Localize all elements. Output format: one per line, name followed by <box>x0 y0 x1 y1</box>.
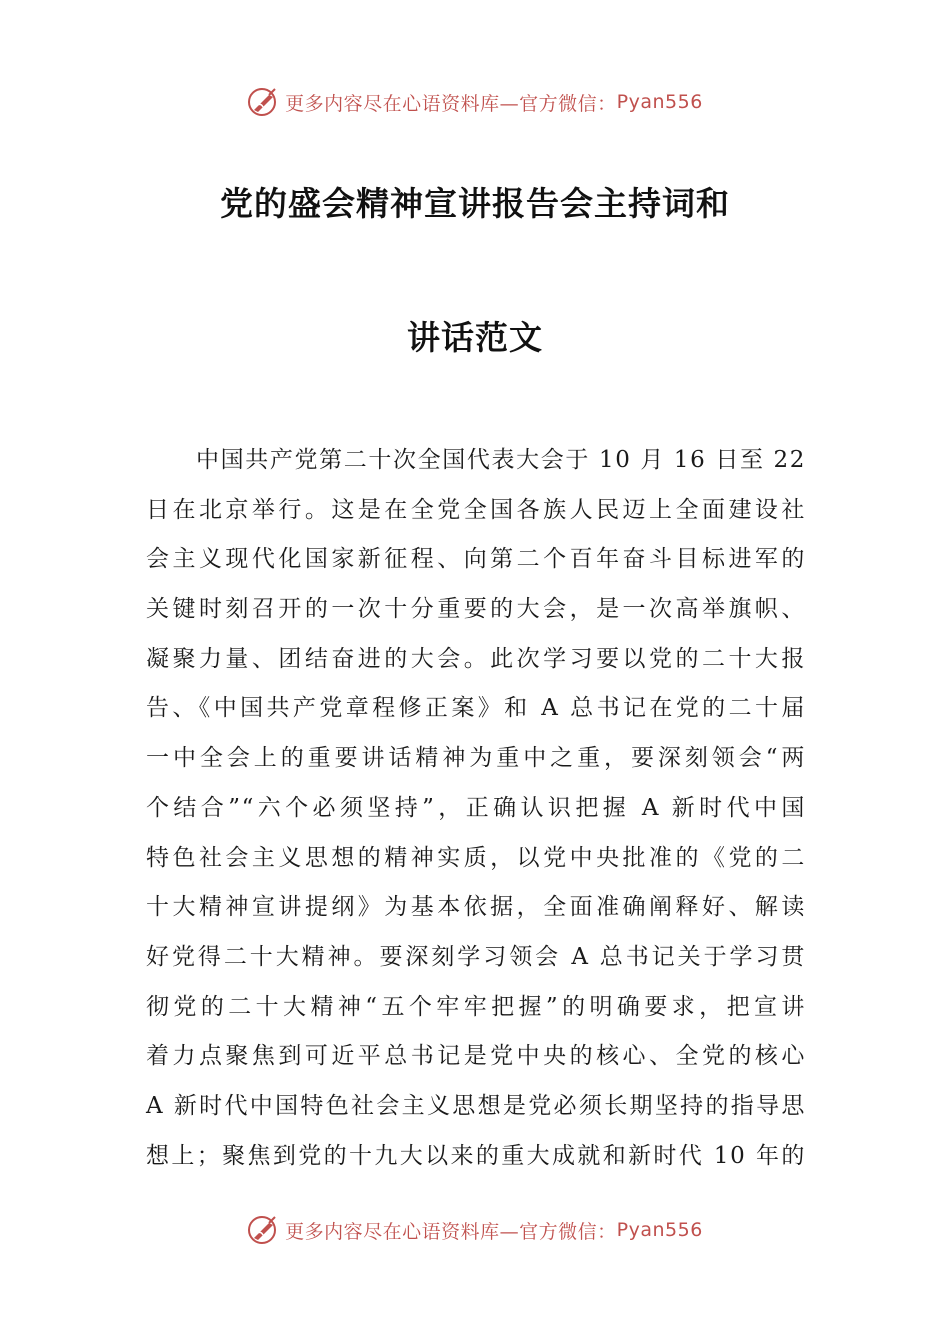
body-line: 着力点聚焦到可近平总书记是党中央的核心、全党的核心 <box>146 1043 806 1070</box>
body-line: 个结合”“六个必须坚持”，正确认识把握 A 新时代中国 <box>146 794 806 821</box>
header-watermark-banner <box>0 82 950 122</box>
pen-logo-icon <box>247 85 281 119</box>
body-line: 中国共产党第二十次全国代表大会于 10 月 16 日至 22 <box>196 447 806 473</box>
banner-wechat-id: Pyan556 <box>616 1219 703 1241</box>
body-line: 关键时刻召开的一次十分重要的大会，是一次高举旗帜、 <box>146 596 806 623</box>
body-line: 好党得二十大精神。要深刻学习领会 A 总书记关于学习贯 <box>146 943 806 970</box>
body-line: 彻党的二十大精神“五个牢牢把握”的明确要求，把宣讲 <box>146 993 806 1020</box>
banner-prefix: 更多内容尽在心语资料库—官方微信： <box>285 1220 617 1243</box>
body-line: 日在北京举行。这是在全党全国各族人民迈上全面建设社 <box>146 496 806 523</box>
body-line: 会主义现代化国家新征程、向第二个百年奋斗目标进军的 <box>146 546 806 573</box>
body-line: 想上；聚焦到党的十九大以来的重大成就和新时代 10 年的 <box>146 1142 806 1169</box>
body-line: A 新时代中国特色社会主义思想是党必须长期坚持的指导思 <box>146 1092 806 1119</box>
body-line: 告、《中国共产党章程修正案》和 A 总书记在党的二十届 <box>146 695 806 722</box>
body-line: 十大精神宣讲提纲》为基本依据，全面准确阐释好、解读 <box>146 894 806 921</box>
footer-watermark-banner <box>0 1210 950 1250</box>
document-title-line-2: 讲话范文 <box>407 318 543 357</box>
document-body <box>146 436 806 1181</box>
body-line: 特色社会主义思想的精神实质，以党中央批准的《党的二 <box>146 844 806 871</box>
pen-logo-icon <box>247 1213 281 1247</box>
banner-wechat-id: Pyan556 <box>616 91 703 113</box>
document-title-line-1: 党的盛会精神宣讲报告会主持词和 <box>220 184 730 223</box>
banner-prefix: 更多内容尽在心语资料库—官方微信： <box>285 92 617 115</box>
body-line: 一中全会上的重要讲话精神为重中之重，要深刻领会“两 <box>146 745 806 772</box>
body-line: 凝聚力量、团结奋进的大会。此次学习要以党的二十大报 <box>146 645 806 672</box>
